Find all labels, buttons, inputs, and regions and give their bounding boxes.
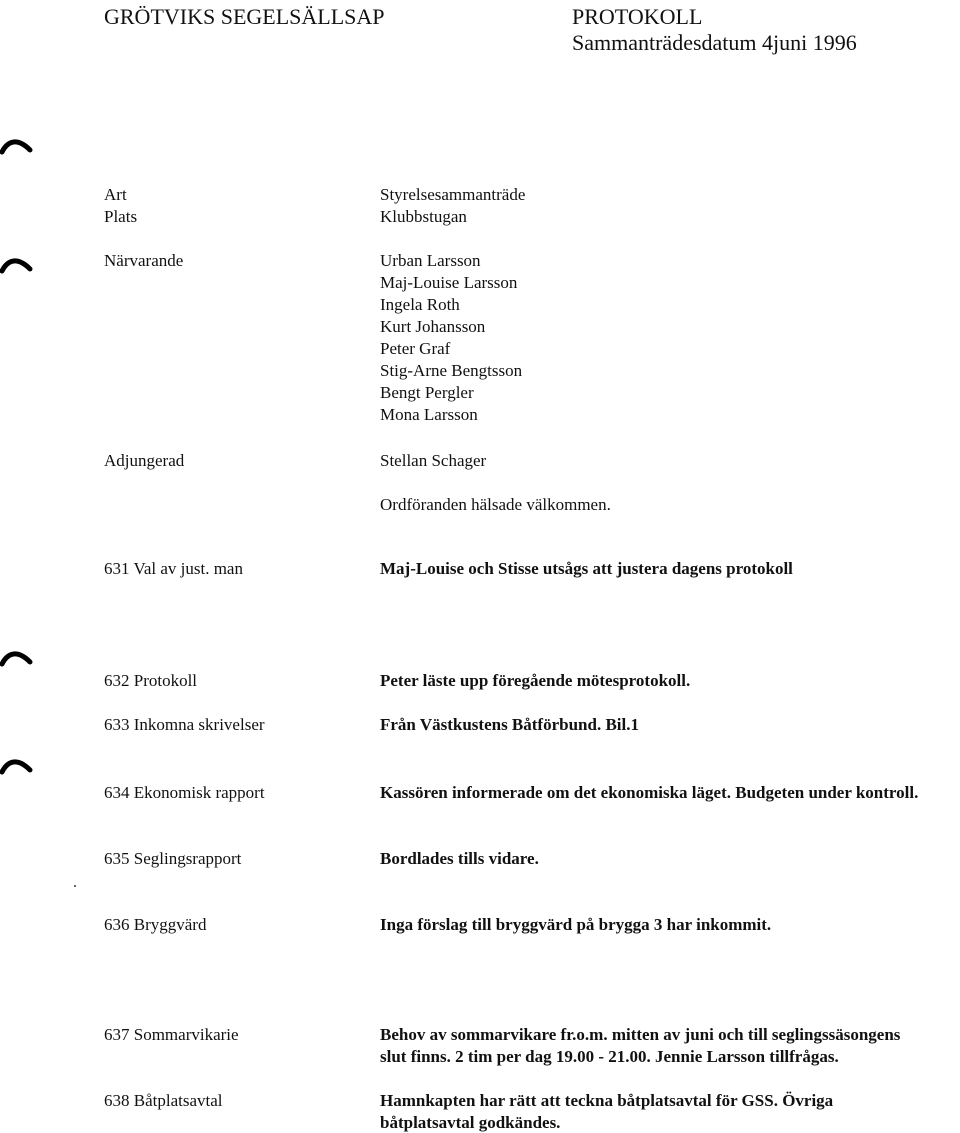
item-638-text-line-1: Hamnkapten har rätt att teckna båtplatsavtal för GSS. Övriga: [380, 1091, 834, 1110]
welcome-text: Ordföranden hälsade välkommen.: [380, 495, 611, 514]
attendee-name: Mona Larsson: [380, 405, 478, 424]
item-636-text: Inga förslag till bryggvärd på brygga 3 har inkommit.: [380, 915, 772, 934]
art-value: Styrelsesammanträde: [380, 185, 526, 204]
item-634-text: Kassören informerade om det ekonomiska läget. Budgeten under kontroll.: [380, 783, 919, 802]
item-638-title: 638 Båtplatsavtal: [104, 1091, 223, 1110]
adjungerad-value: Stellan Schager: [380, 451, 487, 470]
adjungerad-label: Adjungerad: [104, 451, 185, 470]
plats-value: Klubbstugan: [380, 207, 467, 226]
narvarande-label: Närvarande: [104, 251, 184, 270]
art-label: Art: [104, 185, 127, 204]
punch-hole-mark: [0, 756, 34, 776]
item-635-text: Bordlades tills vidare.: [380, 849, 539, 868]
meeting-date: Sammanträdesdatum 4juni 1996: [572, 30, 857, 55]
attendee-name: Stig-Arne Bengtsson: [380, 361, 523, 380]
attendee-name: Maj-Louise Larsson: [380, 273, 518, 292]
plats-label: Plats: [104, 207, 138, 226]
item-635-title: 635 Seglingsrapport: [104, 849, 242, 868]
attendee-name: Urban Larsson: [380, 251, 481, 270]
item-637-text-line-1: Behov av sommarvikare fr.o.m. mitten av juni och till seglingssäsongens: [380, 1025, 901, 1044]
punch-hole-mark: [0, 255, 34, 275]
scan-speck: [74, 885, 76, 887]
item-637-text-line-2: slut finns. 2 tim per dag 19.00 - 21.00. Jennie Larsson tillfrågas.: [380, 1047, 839, 1066]
item-634-title: 634 Ekonomisk rapport: [104, 783, 265, 802]
organization-name: GRÖTVIKS SEGELSÄLLSAP: [104, 4, 385, 29]
punch-hole-mark: [0, 648, 34, 668]
item-632-text: Peter läste upp föregående mötesprotokoll.: [380, 671, 691, 690]
attendee-name: Bengt Pergler: [380, 383, 474, 402]
item-636-title: 636 Bryggvärd: [104, 915, 207, 934]
item-632-title: 632 Protokoll: [104, 671, 198, 690]
document-type: PROTOKOLL: [572, 4, 703, 29]
item-633-title: 633 Inkomna skrivelser: [104, 715, 265, 734]
attendee-name: Peter Graf: [380, 339, 451, 358]
item-633-text: Från Västkustens Båtförbund. Bil.1: [380, 715, 639, 734]
item-638-text-line-2: båtplatsavtal godkändes.: [380, 1113, 561, 1132]
item-637-title: 637 Sommarvikarie: [104, 1025, 239, 1044]
attendee-name: Ingela Roth: [380, 295, 460, 314]
punch-hole-mark: [0, 136, 34, 156]
item-631-title: 631 Val av just. man: [104, 559, 243, 578]
item-631-text: Maj-Louise och Stisse utsågs att justera dagens protokoll: [380, 559, 793, 578]
attendee-name: Kurt Johansson: [380, 317, 486, 336]
